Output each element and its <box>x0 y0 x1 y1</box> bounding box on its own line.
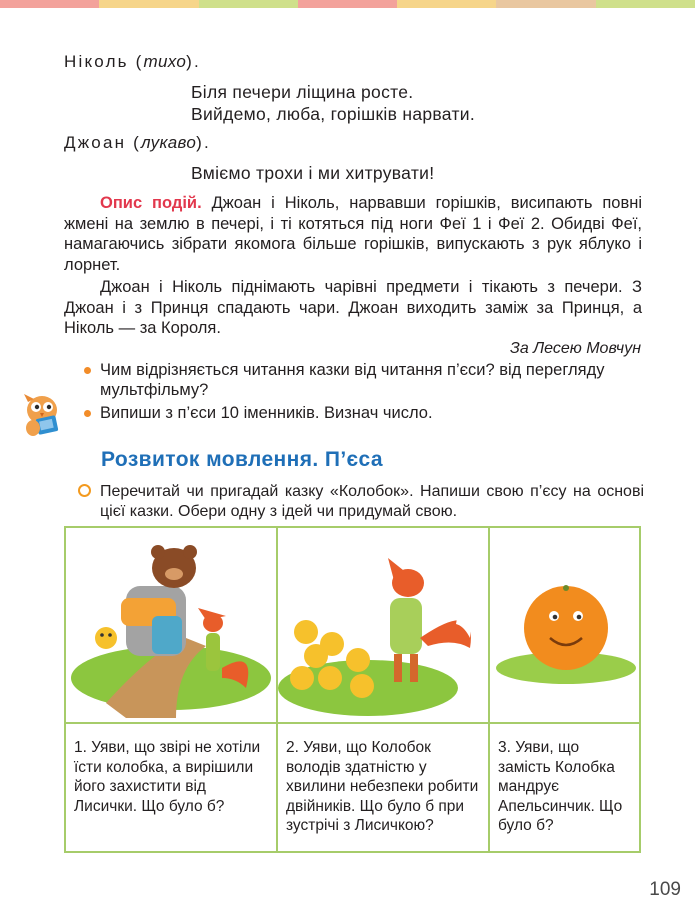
events-paragraph-2: Джоан і Ніколь піднімають чарівні предмети і тікають з печери. З Джоан і з Принця спадають чари. Джоан виходить заміж за Принця, а Ніколь — за Короля. <box>64 278 642 337</box>
idea-text: 3. Уяви, що замість Колобка мандрує Апельсинчик. Що було б? <box>498 739 623 834</box>
stripe-segment <box>596 0 695 8</box>
idea-cell-2 <box>278 724 490 851</box>
idea-text: 1. Уяви, що звірі не хотіли їсти колобка, а вирішили його захистити від Лисички. Що було б? <box>74 739 261 815</box>
owl-mascot-icon <box>22 392 64 438</box>
top-color-stripe <box>0 0 695 8</box>
speaker-nicole: Ніколь (тихо). <box>64 52 201 71</box>
question-item: Чим відрізняється читання казки від читання п’єси? від перегляду мультфільму? <box>84 360 644 400</box>
task-text: Перечитай чи пригадай казку «Колобок». Напиши свою п’єсу на основі цієї казки. Обери одну з ідей чи придумай свою. <box>100 483 644 520</box>
speaker-name: Джоан <box>64 133 127 152</box>
idea-text: 2. Уяви, що Колобок володів здатністю у хвилини небезпеки робити двійників. Що було б при зустрічі з Лисичкою? <box>286 739 479 834</box>
stage-direction: тихо <box>143 52 187 71</box>
section-heading: Розвиток мовлення. П’єса <box>101 448 383 471</box>
idea-cell-1 <box>66 724 278 851</box>
illustration-orange <box>490 528 639 724</box>
idea-cell-3 <box>490 724 639 851</box>
stage-direction: лукаво <box>140 133 197 152</box>
task-marker-icon <box>78 484 91 497</box>
animals-illustration-icon <box>66 528 276 722</box>
illustration-kolobok-doubles <box>278 528 490 724</box>
orange-illustration-icon <box>490 528 641 722</box>
stripe-segment <box>496 0 595 8</box>
speaker-joan: Джоан (лукаво). <box>64 133 211 152</box>
illustration-animals-protect-kolobok <box>66 528 278 724</box>
stripe-segment <box>298 0 397 8</box>
questions-list <box>84 360 644 426</box>
stripe-segment <box>397 0 496 8</box>
events-text: Джоан і Ніколь, нарвавши горішків, висипають повні жмені на землю в печері, і ті котяться під ноги Феї 1 і Феї 2. Обидві Феї, намагаючись зібрати якомога більше горішків, випускають з рук яблуко і лорнет. <box>64 194 642 274</box>
task-instruction <box>78 482 644 522</box>
events-label: Опис подій. <box>100 194 202 212</box>
stripe-segment <box>199 0 298 8</box>
stripe-segment <box>0 0 99 8</box>
source-attribution: За Лесею Мовчун <box>510 340 641 357</box>
fox-and-kolobki-illustration-icon <box>278 528 488 722</box>
dialogue-line: Вміємо трохи і ми хитрувати! <box>191 163 435 183</box>
dialogue-line: Вийдемо, люба, горішків нарвати. <box>191 104 475 124</box>
dialogue-line: Біля печери ліщина росте. <box>191 82 414 102</box>
stripe-segment <box>99 0 198 8</box>
ideas-table <box>64 526 641 853</box>
events-paragraph <box>64 193 642 275</box>
question-item: Випиши з п’єси 10 іменників. Визнач число. <box>84 403 644 423</box>
speaker-name: Ніколь <box>64 52 129 71</box>
page-number: 109 <box>649 879 681 900</box>
